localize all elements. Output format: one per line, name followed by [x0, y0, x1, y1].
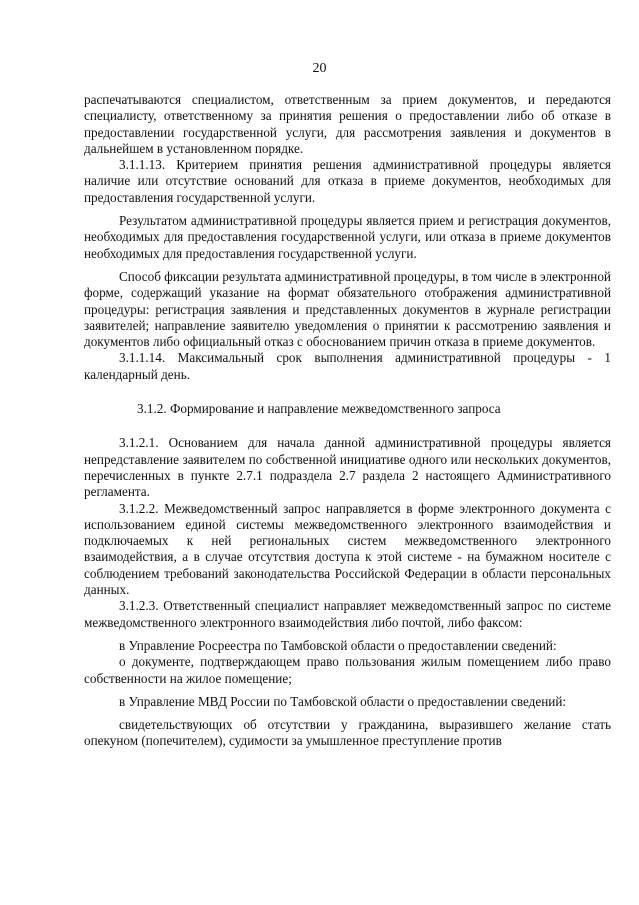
section-heading-3-1-2: 3.1.2. Формирование и направление межведомственного запроса: [137, 401, 501, 417]
page-number: 20: [312, 61, 327, 76]
paragraph-criminal-record: свидетельствующих об отсутствии у гражданина, выразившего желание стать опекуном (попечителем), судимости за умышленное преступление против: [84, 717, 611, 749]
paragraph-procedure-result: Результатом административной процедуры является прием и регистрация документов, необходимых для предоставления государственной услуги, или отказа в приеме документов необходимых для предоставления государственной услуги.: [84, 213, 611, 261]
paragraph-3-1-1-14: 3.1.1.14. Максимальный срок выполнения административной процедуры - 1 календарный день.: [84, 350, 611, 382]
paragraph-3-1-1-13: 3.1.1.13. Критерием принятия решения административной процедуры является наличие или отсутствие оснований для отказа в приеме документов, необходимых для предоставления государственной услуги.: [84, 157, 611, 205]
paragraph-continuation: распечатываются специалистом, ответственным за прием документов, и передаются специалисту, ответственному за принятия решения о предоставлении либо об отказе в предоставлении государственной услуги, для рассмотрения заявления и документов в дальнейшем в установленном порядке.: [84, 92, 611, 156]
paragraph-3-1-2-2: 3.1.2.2. Межведомственный запрос направляется в форме электронного документа с использованием единой системы межведомственного электронного взаимодействия и подключаемых к ней региональных систем межведомственного электронного взаимодействия, а в случае отсутствия доступа к этой системе - на бумажном носителе с соблюдением требований законодательства Российской Федерации в области персональных данных.: [84, 500, 611, 598]
paragraph-3-1-2-1: 3.1.2.1. Основанием для начала данной административной процедуры является непредставление заявителем по собственной инициативе одного или нескольких документов, перечисленных в пункте 2.7.1 подраздела 2.7 раздела 2 настоящего Административного регламента.: [84, 435, 611, 500]
paragraph-housing-document: о документе, подтверждающем право пользования жилым помещением либо право собственности на жилое помещение;: [84, 654, 611, 686]
paragraph-result-fixation: Способ фиксации результата административной процедуры, в том числе в электронной форме, содержащий указание на формат обязательного отображения административной процедуры: регистрация заявления и представленных документов в журнале регистрации заявителей; направление заявителю уведомления о принятии к рассмотрению заявления и документов либо официальный отказ с обоснованием причин отказа в приеме документов.: [84, 268, 611, 350]
document-body: [84, 92, 611, 750]
paragraph-rosreestr-request: в Управление Росреестра по Тамбовской области о предоставлении сведений:: [119, 637, 557, 653]
paragraph-3-1-2-3: 3.1.2.3. Ответственный специалист направляет межведомственный запрос по системе межведомственного электронного взаимодействия либо почтой, либо факсом:: [84, 598, 611, 630]
paragraph-mvd-request: в Управление МВД России по Тамбовской области о предоставлении сведений:: [119, 693, 567, 709]
